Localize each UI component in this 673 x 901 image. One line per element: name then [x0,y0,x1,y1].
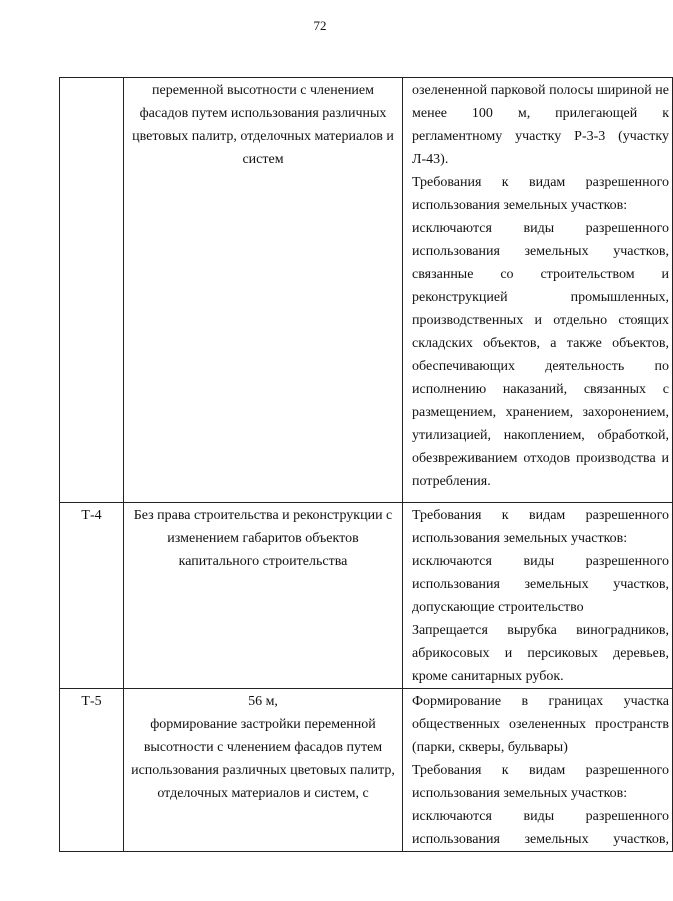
zone-code-cell: Т-4 [60,503,124,689]
zone-requirements-cell [403,78,673,503]
zone-parameters-cell [124,689,403,852]
zone-requirements-cell [403,689,673,852]
table-row [60,503,673,689]
zone-parameters-text: формирование застройки переменной высотности с членением фасадов путем использования различных цветовых палитр, отделочных материалов и систем, с [131,717,395,801]
requirements-paragraph: исключаются виды разрешенного использования земельных участков, [412,809,669,847]
requirements-paragraph: Запрещается вырубка виноградников, абрикосовых и персиковых деревьев, кроме санитарных рубок. [412,623,669,684]
requirements-paragraph: озелененной парковой полосы шириной не менее 100 м, прилегающей к регламентному участку Р-3-3 (участку Л-43). [412,83,669,167]
requirements-paragraph: Требования к видам разрешенного использования земельных участков: [412,763,669,801]
zone-code-cell: Т-5 [60,689,124,852]
zone-height-text: 56 м, [248,694,278,709]
zone-parameters-text: переменной высотности с членением фасадов путем использования различных цветовых палитр, отделочных материалов и систем [132,83,394,167]
page-number: 72 [313,18,327,33]
table-row [60,78,673,503]
regulations-table [59,77,673,852]
requirements-paragraph: Требования к видам разрешенного использования земельных участков: [412,508,669,546]
zone-parameters-cell [124,503,403,689]
zone-parameters-text: Без права строительства и реконструкции с изменением габаритов объектов капитального строительства [133,508,393,569]
requirements-paragraph: исключаются виды разрешенного использования земельных участков, допускающие строительство [412,554,669,615]
table-row [60,689,673,852]
requirements-paragraph: исключаются виды разрешенного использования земельных участков, связанные со строительством и реконструкцией промышленных, производственных и отдельно стоящих складских объектов, а также объектов, обеспечивающих деятельность по исполнению наказаний, связанных с размещением, хранением, захоронением, утилизацией, накоплением, обработкой, обезвреживанием отходов производства и потребления. [412,221,669,489]
zone-code-cell [60,78,124,503]
zone-parameters-cell [124,78,403,503]
zone-requirements-cell [403,503,673,689]
requirements-paragraph: Требования к видам разрешенного использования земельных участков: [412,175,669,213]
requirements-paragraph: Формирование в границах участка общественных озелененных пространств (парки, скверы, бульвары) [412,694,669,755]
